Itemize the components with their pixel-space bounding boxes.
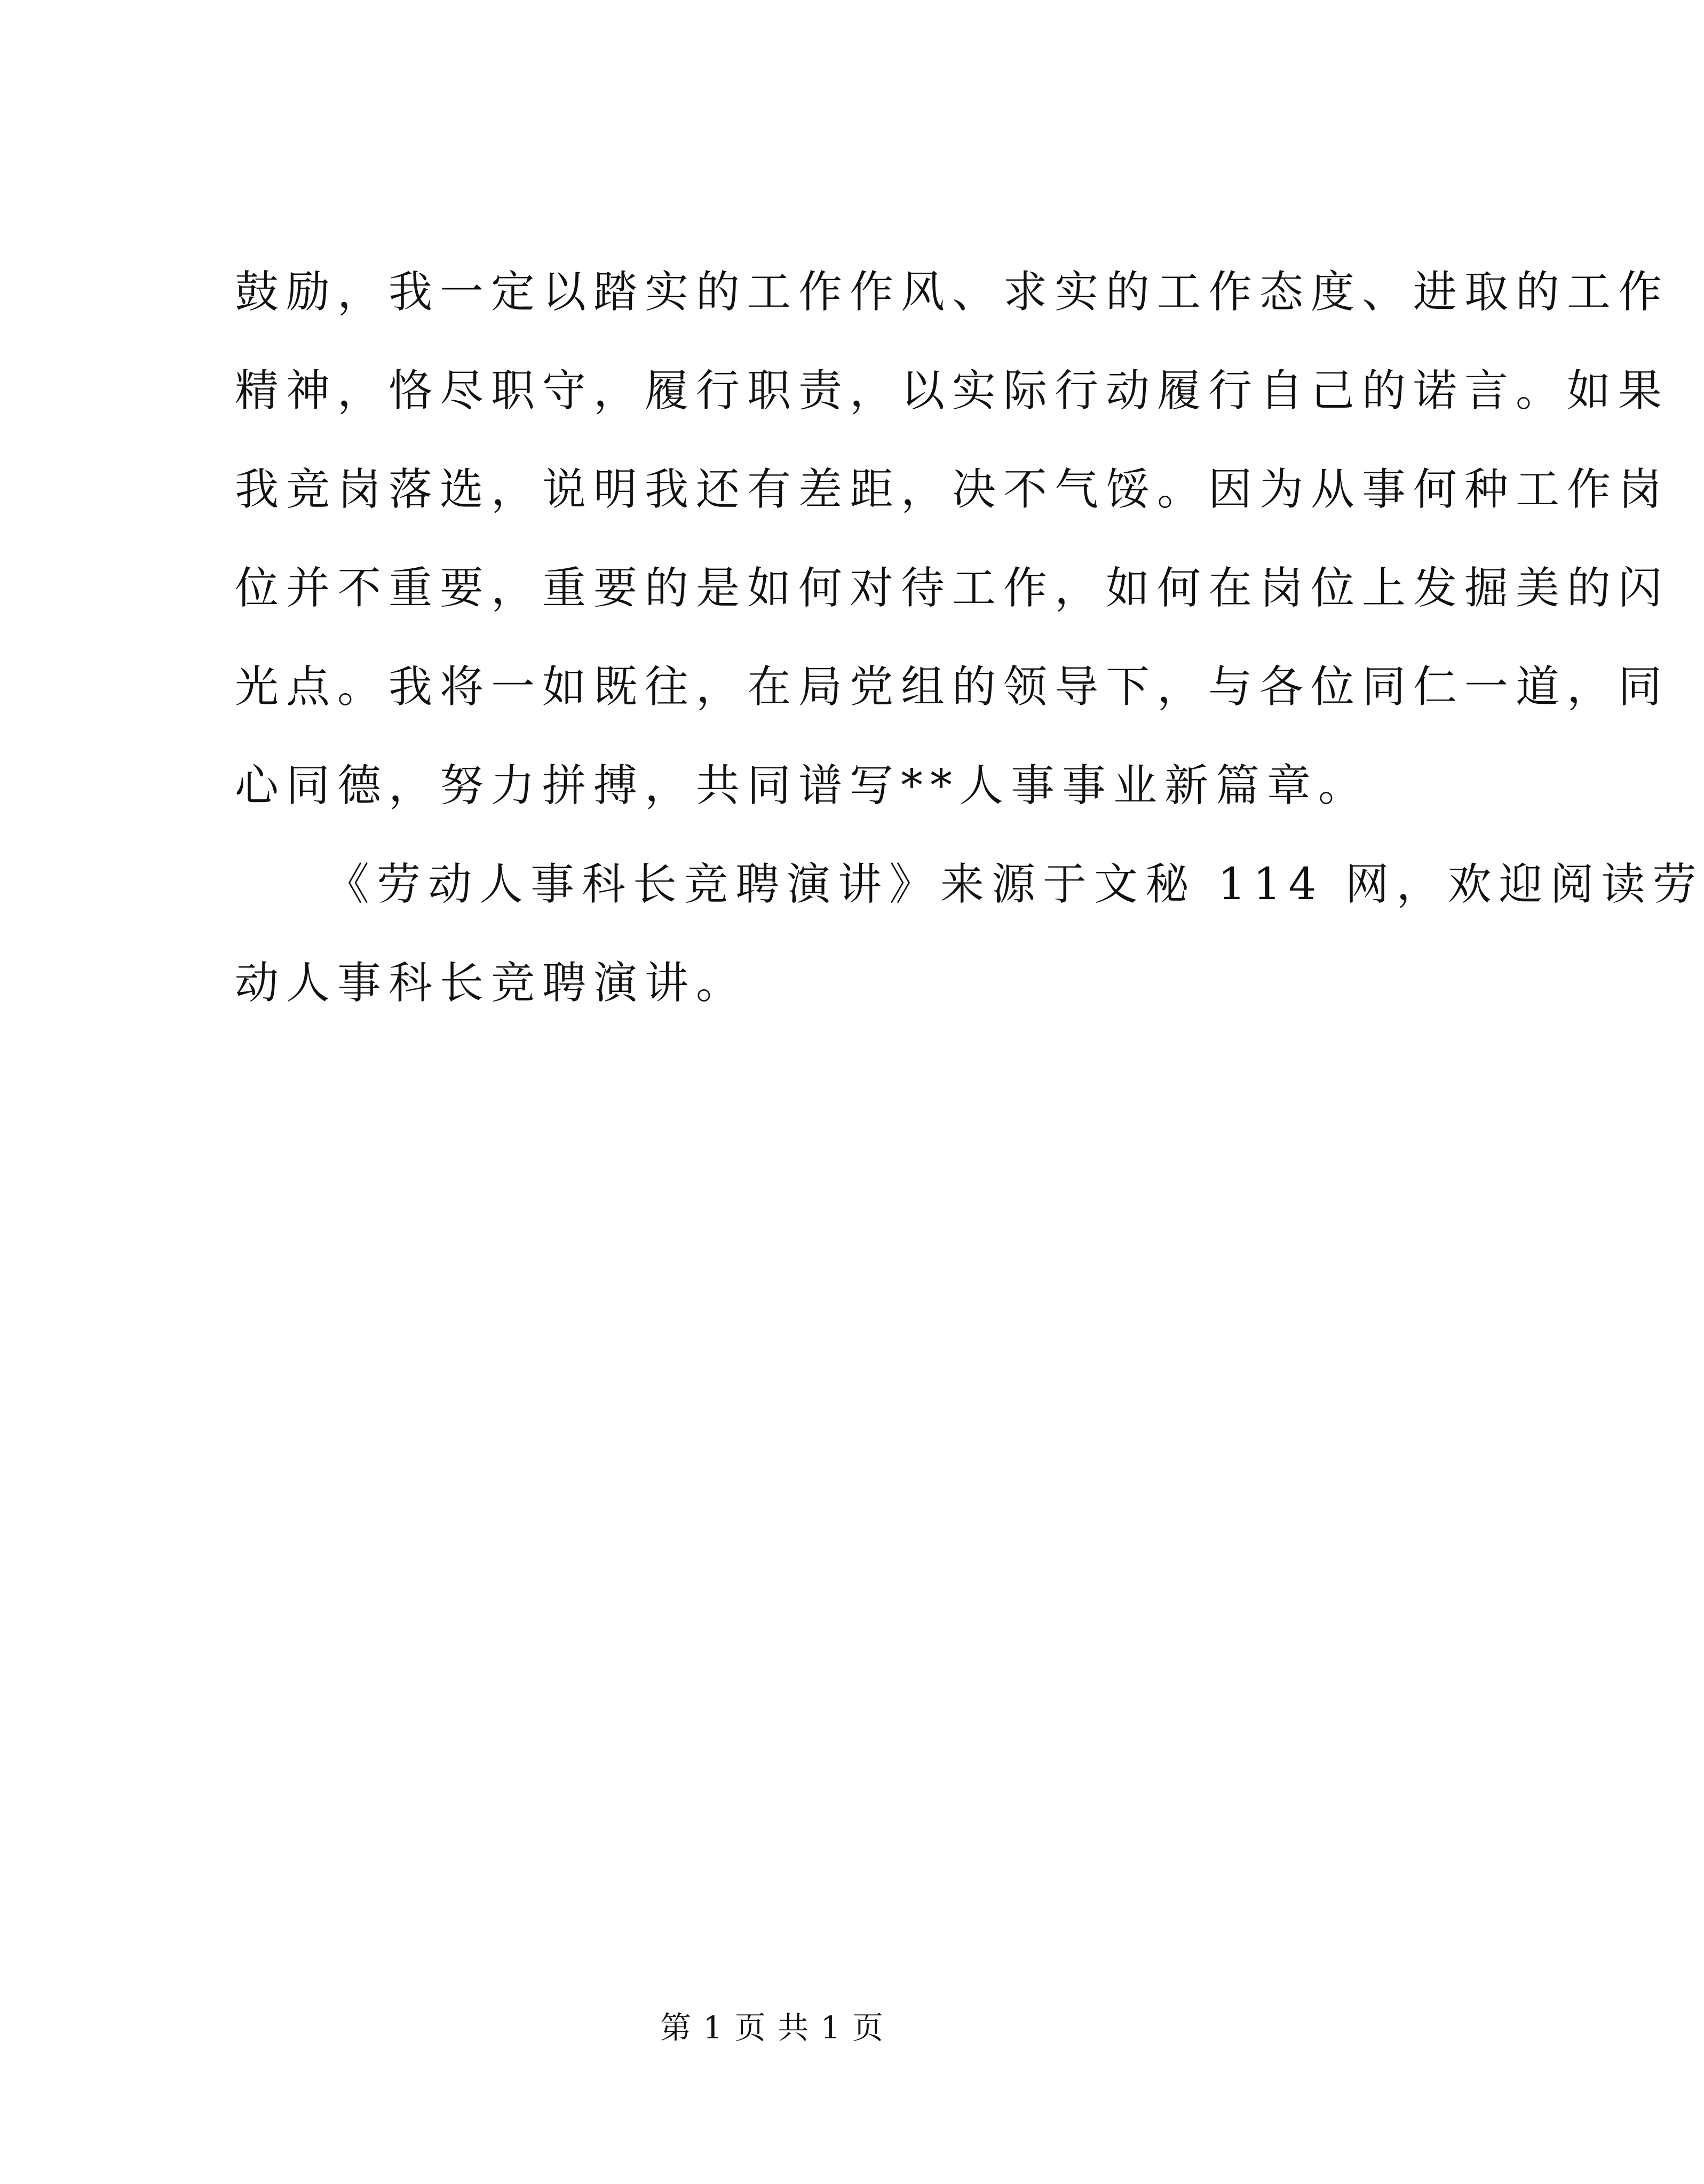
paragraph-line: 鼓励，我一定以踏实的工作作风、求实的工作态度、进取的工作 bbox=[235, 267, 1670, 317]
paragraph-line: 动人事科长竞聘演讲。 bbox=[235, 958, 748, 1008]
paragraph-line: 心同德，努力拼搏，共同谱写**人事事业新篇章。 bbox=[235, 760, 1370, 811]
paragraph-line: 《劳动人事科长竞聘演讲》来源于文秘 114 网，欢迎阅读劳 bbox=[326, 859, 1704, 910]
paragraph-2 bbox=[235, 835, 1704, 1033]
paragraph-line: 精神，恪尽职守，履行职责，以实际行动履行自己的诺言。如果 bbox=[235, 366, 1670, 416]
paragraph-line: 光点。我将一如既往，在局党组的领导下，与各位同仁一道，同 bbox=[235, 662, 1670, 712]
paragraph-1 bbox=[235, 243, 1670, 835]
paragraph-line: 我竞岗落选，说明我还有差距，决不气馁。因为从事何种工作岗 bbox=[235, 464, 1670, 515]
document-body bbox=[235, 243, 1704, 1033]
page-number-footer: 第 1 页 共 1 页 bbox=[660, 2010, 884, 2046]
paragraph-line: 位并不重要，重要的是如何对待工作，如何在岗位上发掘美的闪 bbox=[235, 563, 1670, 614]
